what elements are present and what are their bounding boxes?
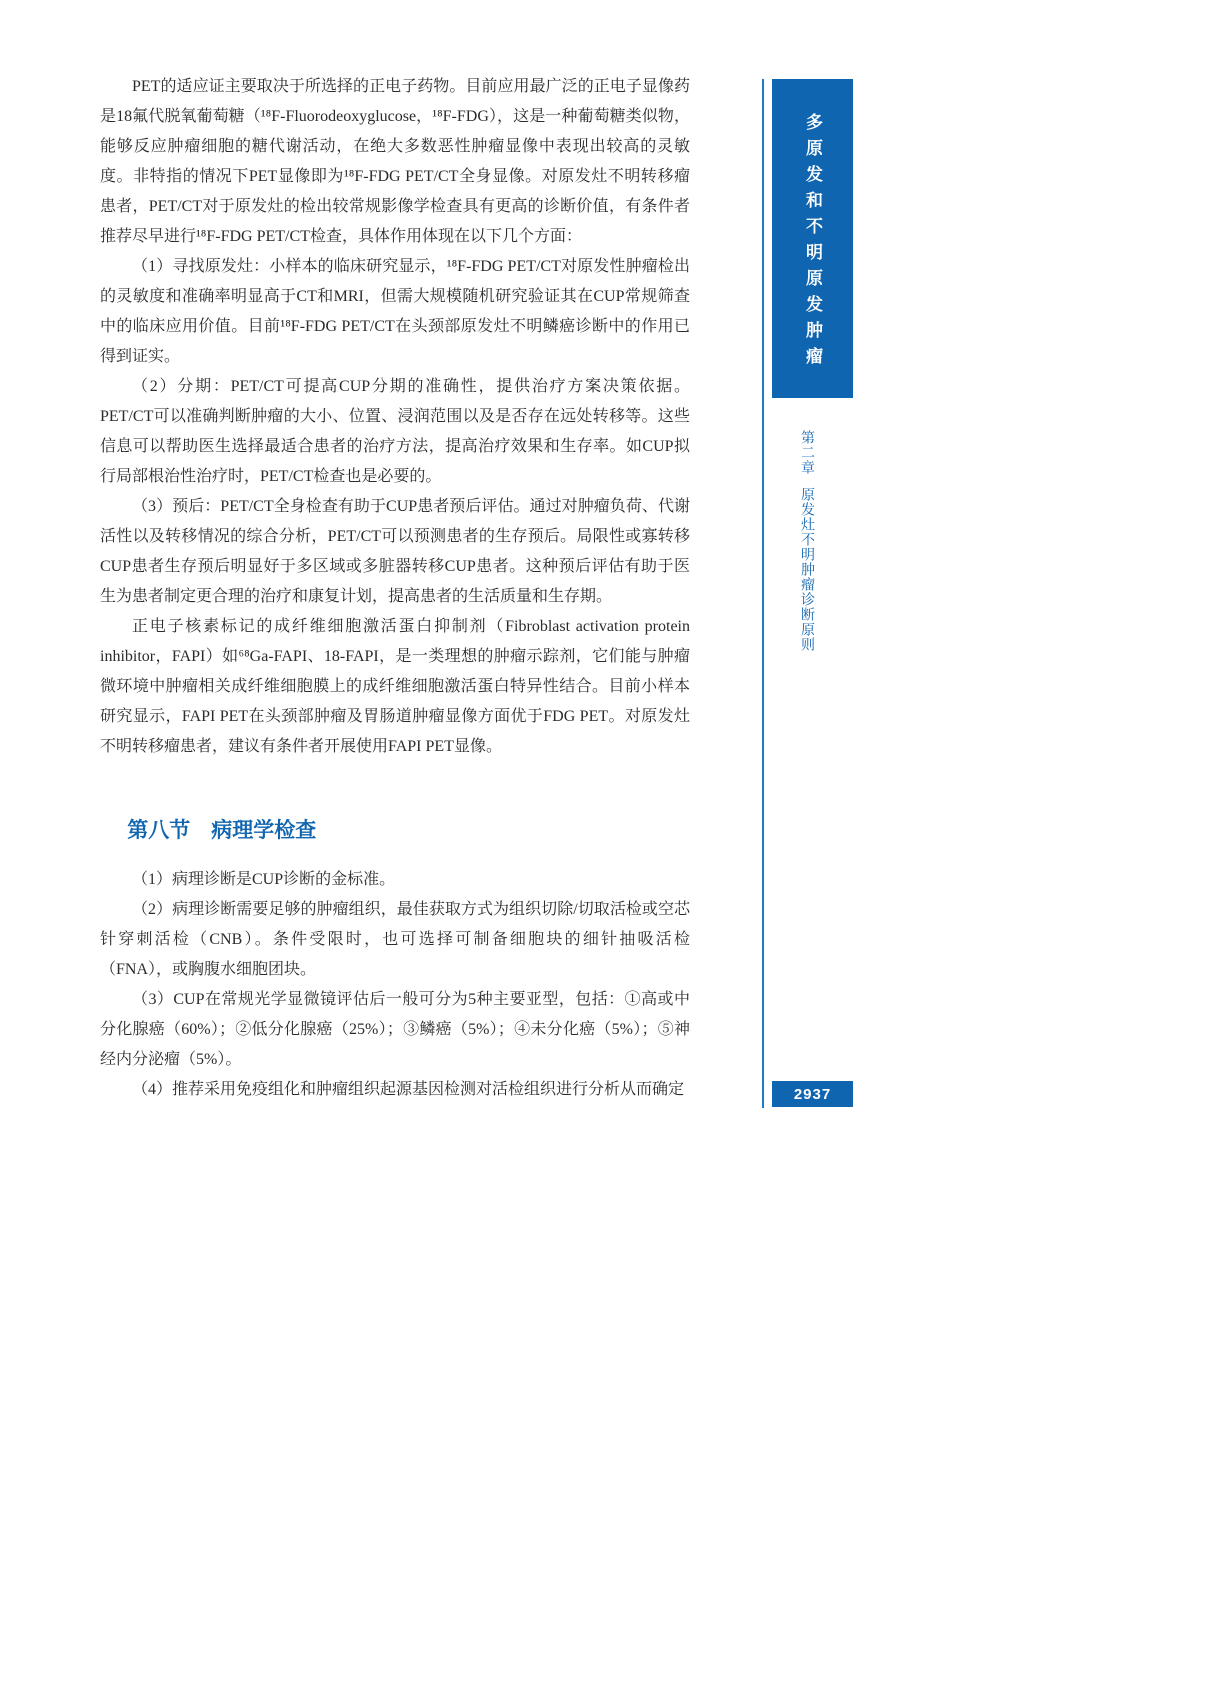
chapter-label: 第二章 — [800, 430, 816, 475]
chapter-title: 原发灶不明肿瘤诊断原则 — [800, 487, 816, 652]
page-number: 2937 — [793, 1085, 832, 1103]
main-text-column — [100, 72, 690, 1105]
body-paragraph: （2）分期：PET/CT可提高CUP分期的准确性，提供治疗方案决策依据。PET/CT可以准确判断肿瘤的大小、位置、浸润范围以及是否存在远处转移等。这些信息可以帮助医生选择最适合患者的治疗方法，提高治疗效果和生存率。如CUP拟行局部根治性治疗时，PET/CT检查也是必要的。 — [100, 378, 690, 485]
body-paragraph: （1）寻找原发灶：小样本的临床研究显示，¹⁸F-FDG PET/CT对原发性肿瘤检出的灵敏度和准确率明显高于CT和MRI，但需大规模随机研究验证其在CUP常规筛查中的临床应用价值。目前¹⁸F-FDG PET/CT在头颈部原发灶不明鳞癌诊断中的作用已得到证实。 — [100, 258, 690, 365]
body-paragraph: PET的适应证主要取决于所选择的正电子药物。目前应用最广泛的正电子显像药是18氟代脱氧葡萄糖（¹⁸F-Fluorodeoxyglucose，¹⁸F-FDG），这是一种葡萄糖类似物，能够反应肿瘤细胞的糖代谢活动，在绝大多数恶性肿瘤显像中表现出较高的灵敏度。非特指的情况下PET显像即为¹⁸F-FDG PET/CT全身显像。对原发灶不明转移瘤患者，PET/CT对于原发灶的检出较常规影像学检查具有更高的诊断价值，有条件者推荐尽早进行¹⁸F-FDG PET/CT检查，具体作用体现在以下几个方面： — [100, 78, 690, 245]
body-paragraph: （1）病理诊断是CUP诊断的金标准。 — [132, 871, 396, 888]
sidebar-divider-line — [762, 79, 764, 1108]
book-title-banner — [772, 79, 853, 398]
book-title-vertical-text: 多原发和不明原发肿瘤 — [803, 113, 822, 373]
body-paragraph: （3）CUP在常规光学显微镜评估后一般可分为5种主要亚型，包括：①高或中分化腺癌（60%）；②低分化腺癌（25%）；③鳞癌（5%）；④未分化癌（5%）；⑤神经内分泌瘤（5%）。 — [100, 991, 690, 1068]
body-paragraph: （4）推荐采用免疫组化和肿瘤组织起源基因检测对活检组织进行分析从而确定 — [132, 1081, 685, 1098]
body-paragraph: （3）预后：PET/CT全身检查有助于CUP患者预后评估。通过对肿瘤负荷、代谢活性以及转移情况的综合分析，PET/CT可以预测患者的生存预后。局限性或寡转移CUP患者生存预后明显好于多区域或多脏器转移CUP患者。这种预后评估有助于医生为患者制定更合理的治疗和康复计划，提高患者的生活质量和生存期。 — [100, 498, 690, 605]
body-paragraph: 正电子核素标记的成纤维细胞激活蛋白抑制剂（Fibroblast activation protein inhibitor，FAPI）如⁶⁸Ga-FAPI、18-FAPI，是一类理想的肿瘤示踪剂，它们能与肿瘤微环境中肿瘤相关成纤维细胞膜上的成纤维细胞激活蛋白特异性结合。目前小样本研究显示，FAPI PET在头颈部肿瘤及胃肠道肿瘤显像方面优于FDG PET。对原发灶不明转移瘤患者，建议有条件者开展使用FAPI PET显像。 — [100, 618, 690, 755]
page-number-badge — [772, 1081, 853, 1107]
chapter-heading-vertical — [798, 430, 818, 690]
section-heading: 第八节 病理学检查 — [127, 819, 317, 842]
body-paragraph: （2）病理诊断需要足够的肿瘤组织，最佳获取方式为组织切除/切取活检或空芯针穿刺活检（CNB）。条件受限时，也可选择可制备细胞块的细针抽吸活检（FNA），或胸腹水细胞团块。 — [100, 901, 690, 978]
